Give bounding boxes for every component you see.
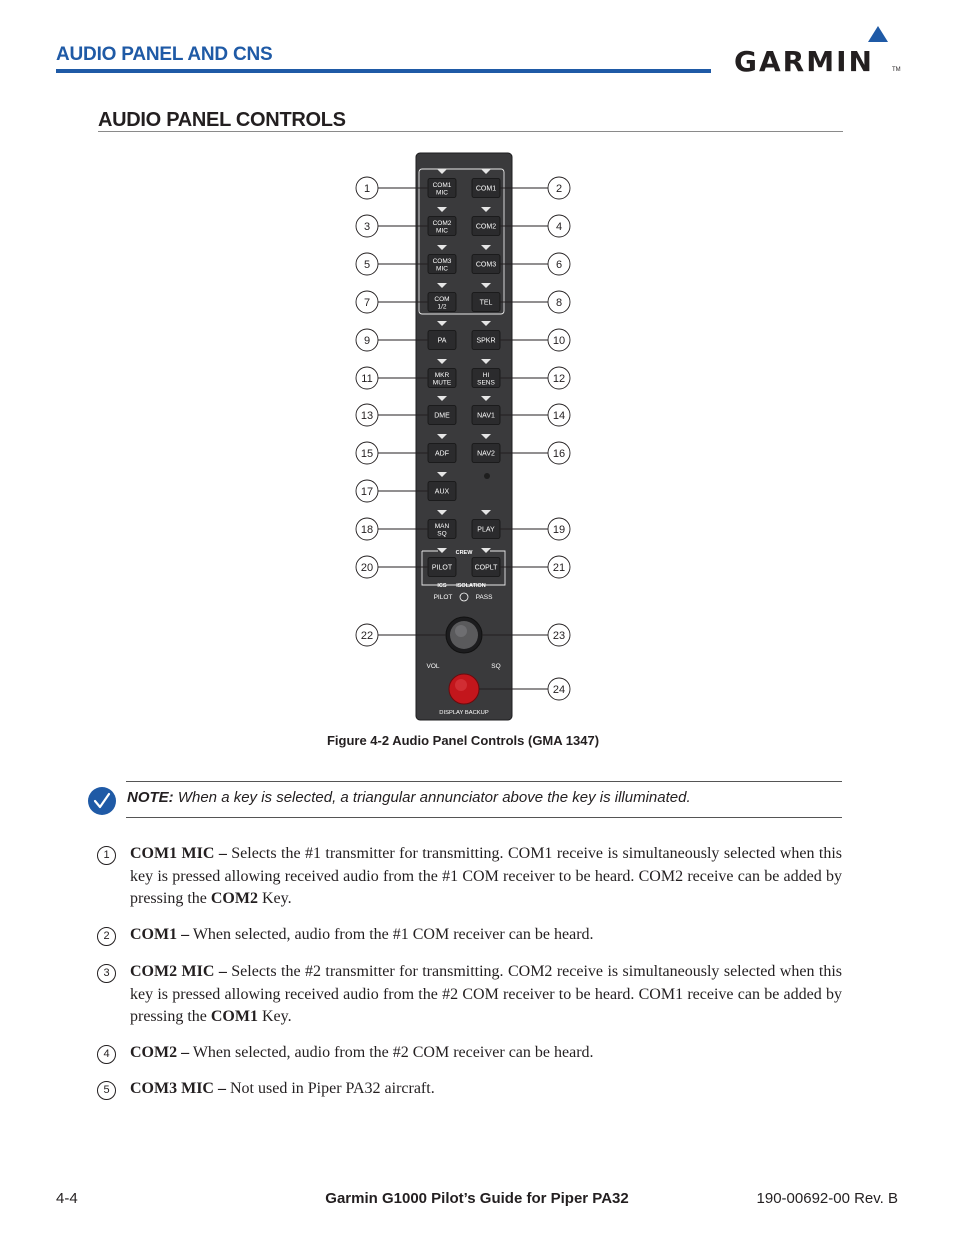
key-label: COM1 <box>475 185 497 193</box>
item-text: When selected, audio from the #2 COM receiver can be heard. <box>189 1044 594 1061</box>
key-label: PILOT <box>431 564 453 572</box>
item-text-end: Key. <box>257 1008 292 1025</box>
backup-button-highlight <box>455 679 467 691</box>
callout-number: 8 <box>555 297 563 309</box>
item-key-name: COM2 – <box>130 1044 190 1061</box>
callout-number: 22 <box>360 630 374 642</box>
key-label: MIC <box>436 189 448 197</box>
item-key-ref: COM2 <box>210 890 258 907</box>
title-rule <box>98 131 843 132</box>
header-rule <box>56 69 711 73</box>
item-text: Selects the #1 transmitter for transmitting. COM1 receive is simultaneously selected when this key is pressed allowing received audio from the #1 COM receiver to be heard. COM2 receive can be added by pressing the <box>130 845 843 907</box>
description-item <box>130 843 842 911</box>
callout-number: 21 <box>552 562 566 574</box>
description-item <box>130 924 842 947</box>
key-label: MIC <box>436 265 448 273</box>
key-label: PLAY <box>477 526 495 534</box>
key-label: COPLT <box>474 564 498 572</box>
callout-number: 11 <box>361 373 373 385</box>
key-label: COM3 <box>432 258 452 265</box>
note <box>127 789 691 806</box>
item-text-end: Key. <box>257 890 292 907</box>
key-label: AUX <box>434 488 450 496</box>
description-item <box>130 1042 842 1065</box>
key-label: HI <box>482 372 490 379</box>
callout-number: 3 <box>363 221 371 233</box>
key-label: NAV1 <box>477 412 495 420</box>
key-label: SQ <box>437 530 447 538</box>
crew-label: CREW <box>455 550 473 556</box>
callout-number: 24 <box>552 684 566 696</box>
page-title: AUDIO PANEL CONTROLS <box>98 109 346 131</box>
figure-caption: Figure 4-2 Audio Panel Controls (GMA 1347) <box>326 733 600 748</box>
pilot-pass-right-label: PASS <box>475 594 493 601</box>
footer-title: Garmin G1000 Pilot’s Guide for Piper PA32 <box>325 1190 629 1207</box>
callout-number: 2 <box>555 183 563 195</box>
key-label: COM3 <box>475 261 497 269</box>
footer-page-number: 4-4 <box>56 1190 78 1207</box>
key-label: COM <box>434 296 450 303</box>
logo-trademark: TM <box>892 67 901 73</box>
ics-label: ICS <box>437 583 447 589</box>
note-label: NOTE: <box>127 789 174 806</box>
key-label: PA <box>437 337 447 345</box>
callout-number: 7 <box>363 297 371 309</box>
description-item <box>130 1078 842 1101</box>
item-key-name: COM1 MIC – <box>130 845 227 862</box>
garmin-logo <box>734 26 900 76</box>
key-label: TEL <box>479 299 493 307</box>
callout-number: 18 <box>360 524 374 536</box>
key-label: SENS <box>477 379 495 387</box>
callout-number: 23 <box>552 630 566 642</box>
key-label: COM2 <box>432 220 452 227</box>
section-header: AUDIO PANEL AND CNS <box>56 44 273 65</box>
description-item <box>130 961 842 1029</box>
vol-label: VOL <box>426 663 440 670</box>
key-label: COM1 <box>432 182 452 189</box>
isolation-label: ISOLATION <box>456 583 486 589</box>
logo-text: GARMIN <box>734 45 874 78</box>
item-number: 4 <box>97 1045 116 1064</box>
garmin-triangle-icon <box>868 26 888 42</box>
note-rule-bottom <box>126 817 842 818</box>
callout-number: 15 <box>360 448 374 460</box>
callout-number: 10 <box>552 335 566 347</box>
callout-number: 14 <box>552 410 566 422</box>
item-text: Selects the #2 transmitter for transmitting. COM2 receive is simultaneously selected when this key is pressed allowing received audio from the #2 COM receiver to be heard. COM1 receive can be added by pressing the <box>130 963 843 1025</box>
callout-number: 19 <box>552 524 566 536</box>
key-label: NAV2 <box>477 450 495 458</box>
pilot-pass-left-label: PILOT <box>433 594 453 601</box>
item-number: 2 <box>97 927 116 946</box>
callout-number: 4 <box>555 221 563 233</box>
key-label: COM2 <box>475 223 497 231</box>
note-text: When a key is selected, a triangular annunciator above the key is illuminated. <box>177 789 691 806</box>
key-label: MUTE <box>432 379 452 387</box>
key-label: MAN <box>434 523 450 530</box>
key-label: ADF <box>435 450 449 458</box>
callout-number: 12 <box>552 373 566 385</box>
sq-label: SQ <box>491 663 501 670</box>
volume-knob-highlight <box>455 625 467 637</box>
item-text: When selected, audio from the #1 COM receiver can be heard. <box>189 926 594 943</box>
item-number: 3 <box>97 964 116 983</box>
item-key-ref: COM1 <box>210 1008 258 1025</box>
callout-number: 1 <box>363 183 371 195</box>
audio-panel-figure <box>330 148 590 726</box>
light-sensor <box>484 473 490 479</box>
item-number: 1 <box>97 846 116 865</box>
key-label: SPKR <box>476 337 496 345</box>
callout-number: 16 <box>552 448 566 460</box>
key-label: MIC <box>436 227 448 235</box>
key-label: DME <box>434 412 450 420</box>
callout-number: 17 <box>360 486 374 498</box>
callout-number: 13 <box>360 410 374 422</box>
key-label: 1/2 <box>437 303 447 311</box>
item-key-name: COM3 MIC – <box>130 1080 226 1097</box>
note-checkmark-icon <box>86 785 118 817</box>
key-label: MKR <box>434 372 450 379</box>
callout-number: 6 <box>555 259 563 271</box>
item-key-name: COM2 MIC – <box>130 963 227 980</box>
item-key-name: COM1 – <box>130 926 190 943</box>
note-rule-top <box>126 781 842 782</box>
callout-number: 5 <box>363 259 371 271</box>
callout-number: 9 <box>363 335 371 347</box>
item-text: Not used in Piper PA32 aircraft. <box>225 1080 435 1097</box>
callout-number: 20 <box>360 562 374 574</box>
footer-doc-number: 190-00692-00 Rev. B <box>756 1190 898 1207</box>
item-number: 5 <box>97 1081 116 1100</box>
display-backup-label: DISPLAY BACKUP <box>439 710 489 716</box>
